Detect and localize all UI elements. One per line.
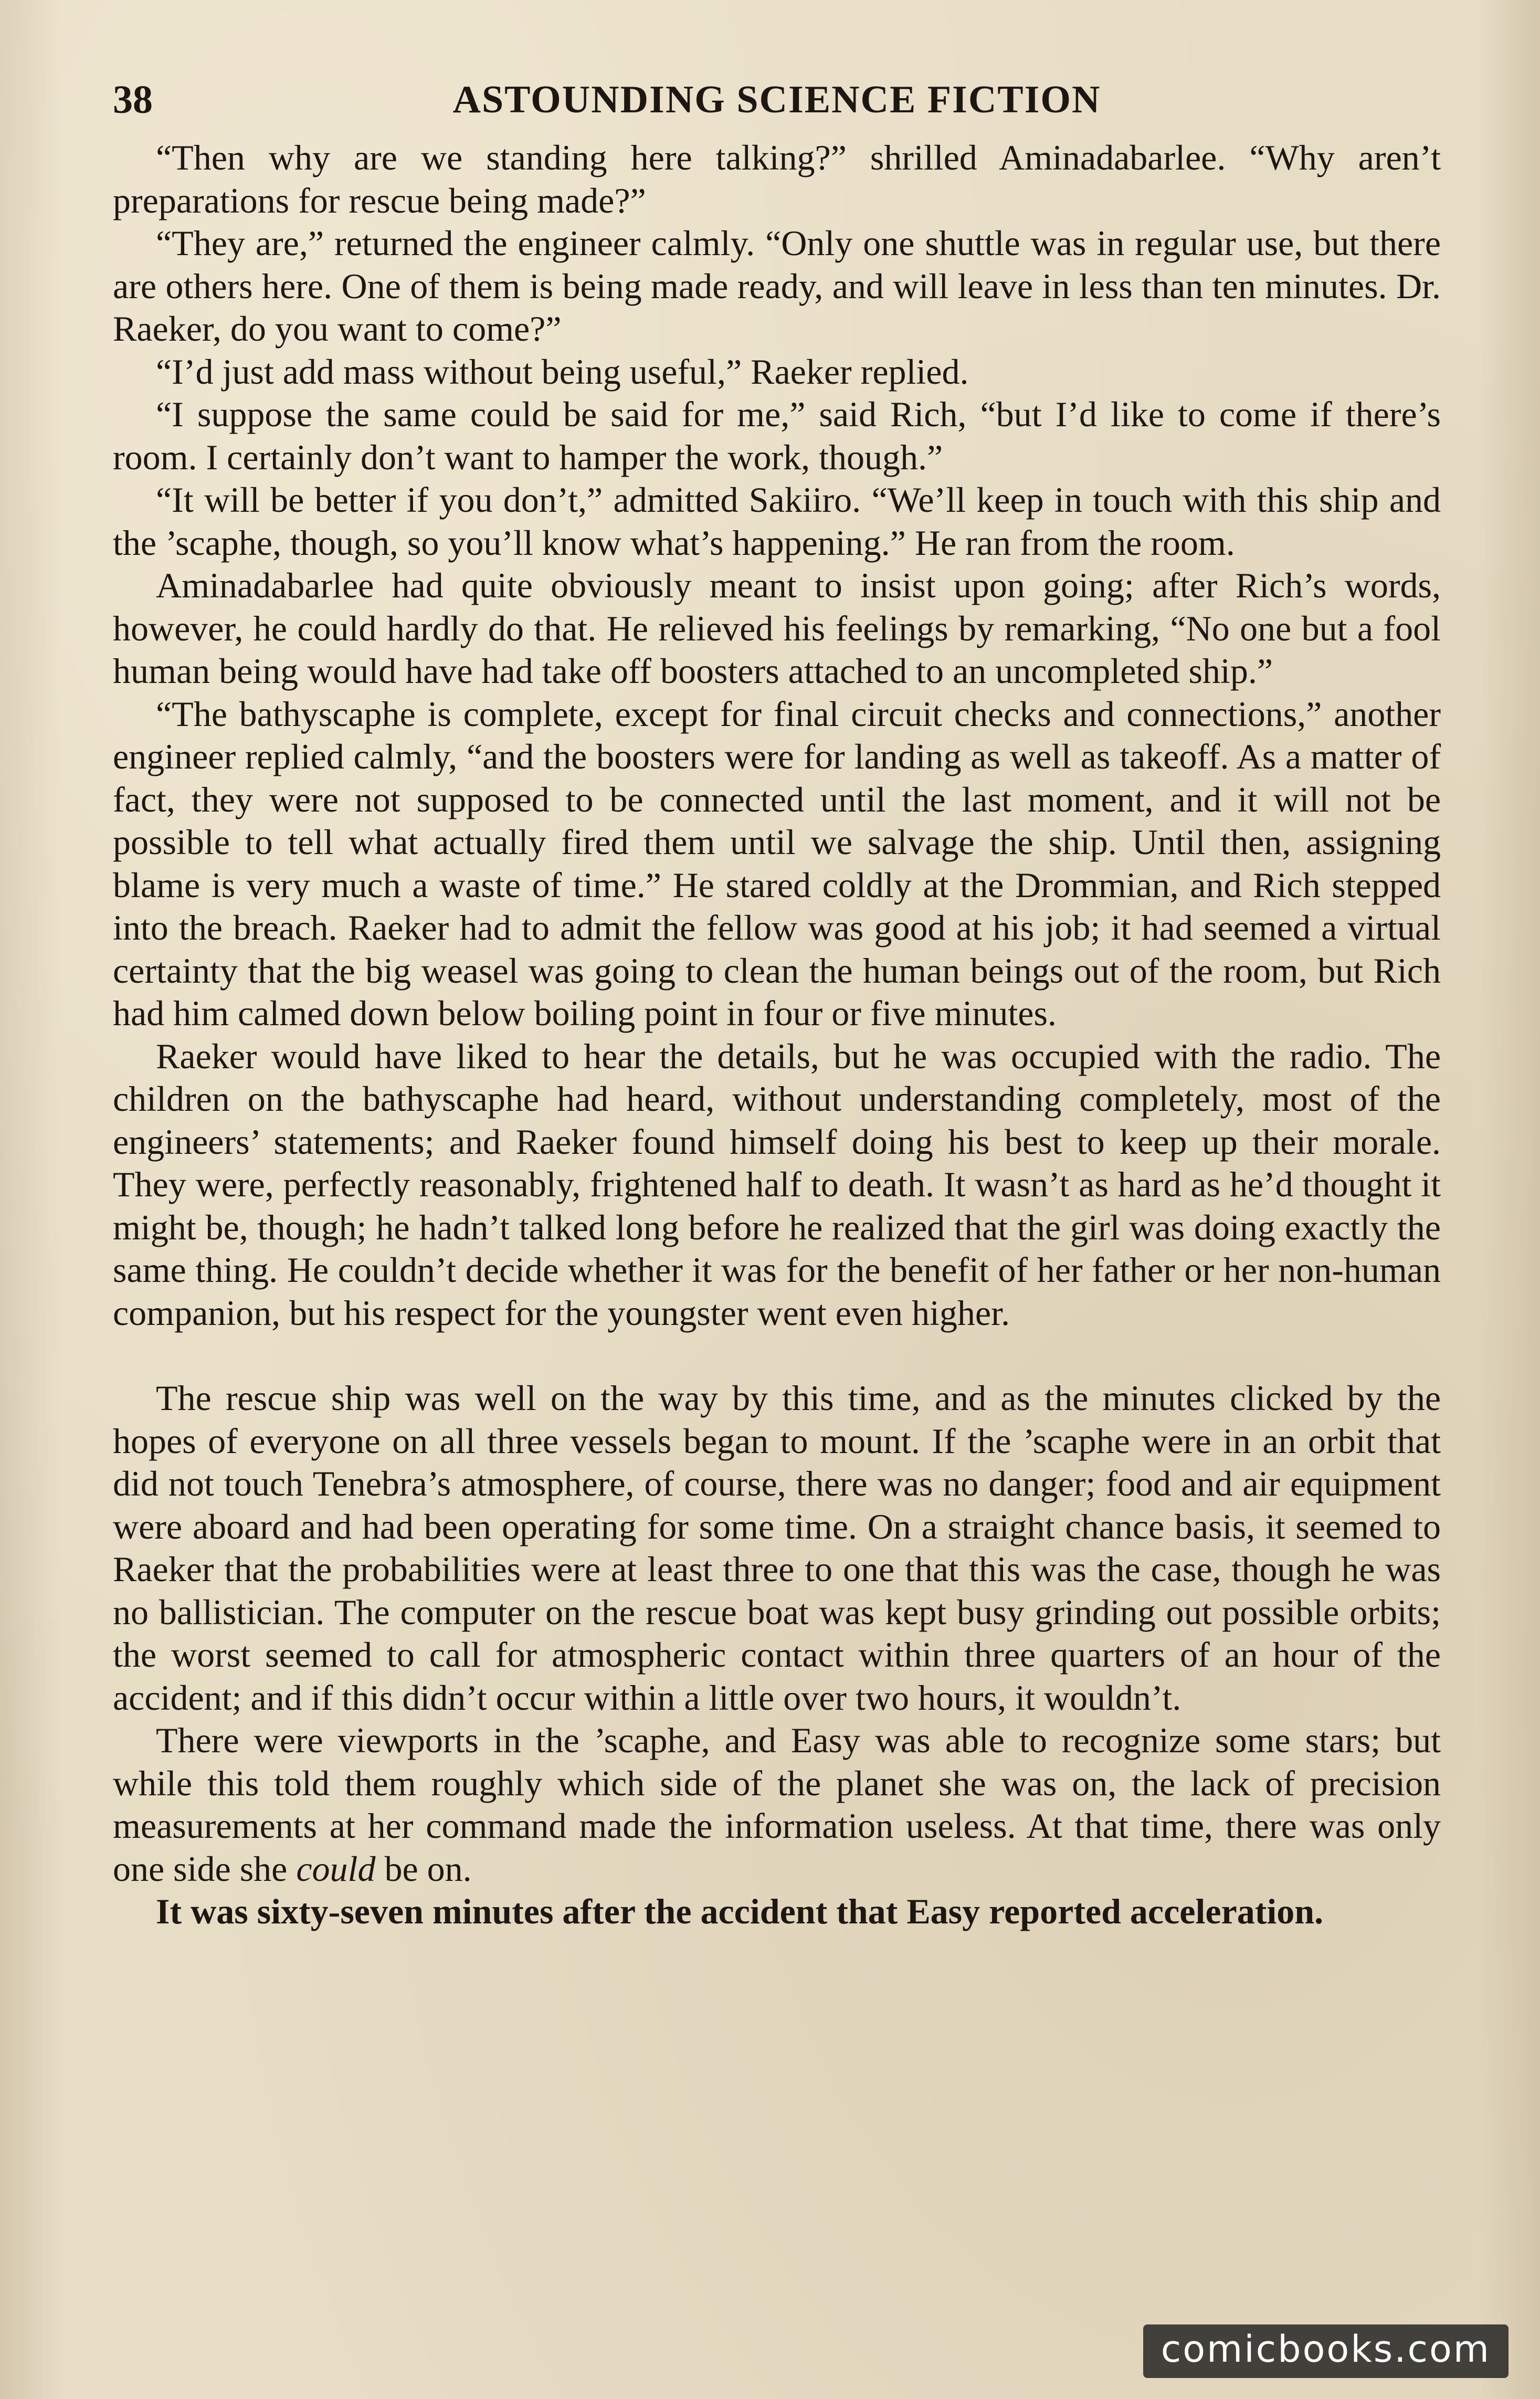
paragraph: “I’d just add mass without being useful,” Raeker replied.	[156, 351, 969, 392]
magazine-title: ASTOUNDING SCIENCE FICTION	[452, 78, 1101, 121]
running-head	[113, 68, 1441, 131]
emphasized-word: could	[296, 1848, 376, 1889]
final-paragraph: It was sixty-seven minutes after the accident that Easy reported acceleration.	[156, 1891, 1324, 1931]
paragraph: “Then why are we standing here talking?” shrilled Aminadabarlee. “Why aren’t preparations for rescue being made?”	[113, 138, 1441, 220]
paragraph: “The bathyscaphe is complete, except for final circuit checks and connections,” another engineer replied calmly, “and the boosters were for landing as well as takeoff. As a matter of fact, they were not supposed to be connected until the last moment, and it will not be possible to tell what actually fired them until we salvage the ship. Until then, assigning blame is very much a waste of time.” He stared coldly at the Drommian, and Rich stepped into the breach. Raeker had to admit the fellow was good at his job; it had seemed a virtual certainty that the big weasel was going to clean the human beings out of the room, but Rich had him calmed down below boiling point in four or five minutes.	[113, 693, 1441, 1033]
story-text	[113, 136, 1441, 1933]
watermark: comicbooks.com	[1143, 2324, 1509, 2378]
page-number: 38	[113, 78, 153, 122]
paragraph-viewports	[113, 1719, 1441, 1890]
paragraph-text: There were viewports in the ’scaphe, and Easy was able to recognize some stars; but while this told them roughly which side of the planet she was on, the lack of precision measurements at her command made the information useless. At that time, there was only one side she	[113, 1720, 1441, 1889]
paragraph: “They are,” returned the engineer calmly. “Only one shuttle was in regular use, but there are others here. One of them is being made ready, and will leave in less than ten minutes. Dr. Raeker, do you want to come?”	[113, 223, 1441, 349]
paragraph: “It will be better if you don’t,” admitted Sakiiro. “We’ll keep in touch with this ship and the ’scaphe, though, so you’ll know what’s happening.” He ran from the room.	[113, 480, 1441, 563]
paragraph: Aminadabarlee had quite obviously meant to insist upon going; after Rich’s words, however, he could hardly do that. He relieved his feelings by remarking, “No one but a fool human being would have had take off boosters attached to an uncompleted ship.”	[113, 565, 1441, 691]
paragraph: “I suppose the same could be said for me,” said Rich, “but I’d like to come if there’s room. I certainly don’t want to hamper the work, though.”	[113, 394, 1441, 477]
section-break	[113, 1334, 1441, 1377]
paragraph: Raeker would have liked to hear the details, but he was occupied with the radio. The children on the bathyscaphe had heard, without understanding completely, most of the engineers’ statements; and Raeker found himself doing his best to keep up their morale. They were, perfectly reasonably, frightened half to death. It wasn’t as hard as he’d thought it might be, though; he hadn’t talked long before he realized that the girl was doing exactly the same thing. He couldn’t decide whether it was for the benefit of her father or her non-human companion, but his respect for the youngster went even higher.	[113, 1036, 1441, 1333]
magazine-page	[113, 68, 1441, 2336]
paragraph: The rescue ship was well on the way by this time, and as the minutes clicked by the hopes of everyone on all three vessels began to mount. If the ’scaphe were in an orbit that did not touch Tenebra’s atmosphere, of course, there was no danger; food and air equipment were aboard and had been operating for some time. On a straight chance basis, it seemed to Raeker that the probabilities were at least three to one that this was the case, though he was no ballistician. The computer on the rescue boat was kept busy grinding out possible orbits; the worst seemed to call for atmospheric contact within three quarters of an hour of the accident; and if this didn’t occur within a little over two hours, it wouldn’t.	[113, 1378, 1441, 1718]
paragraph-text: be on.	[375, 1848, 472, 1889]
